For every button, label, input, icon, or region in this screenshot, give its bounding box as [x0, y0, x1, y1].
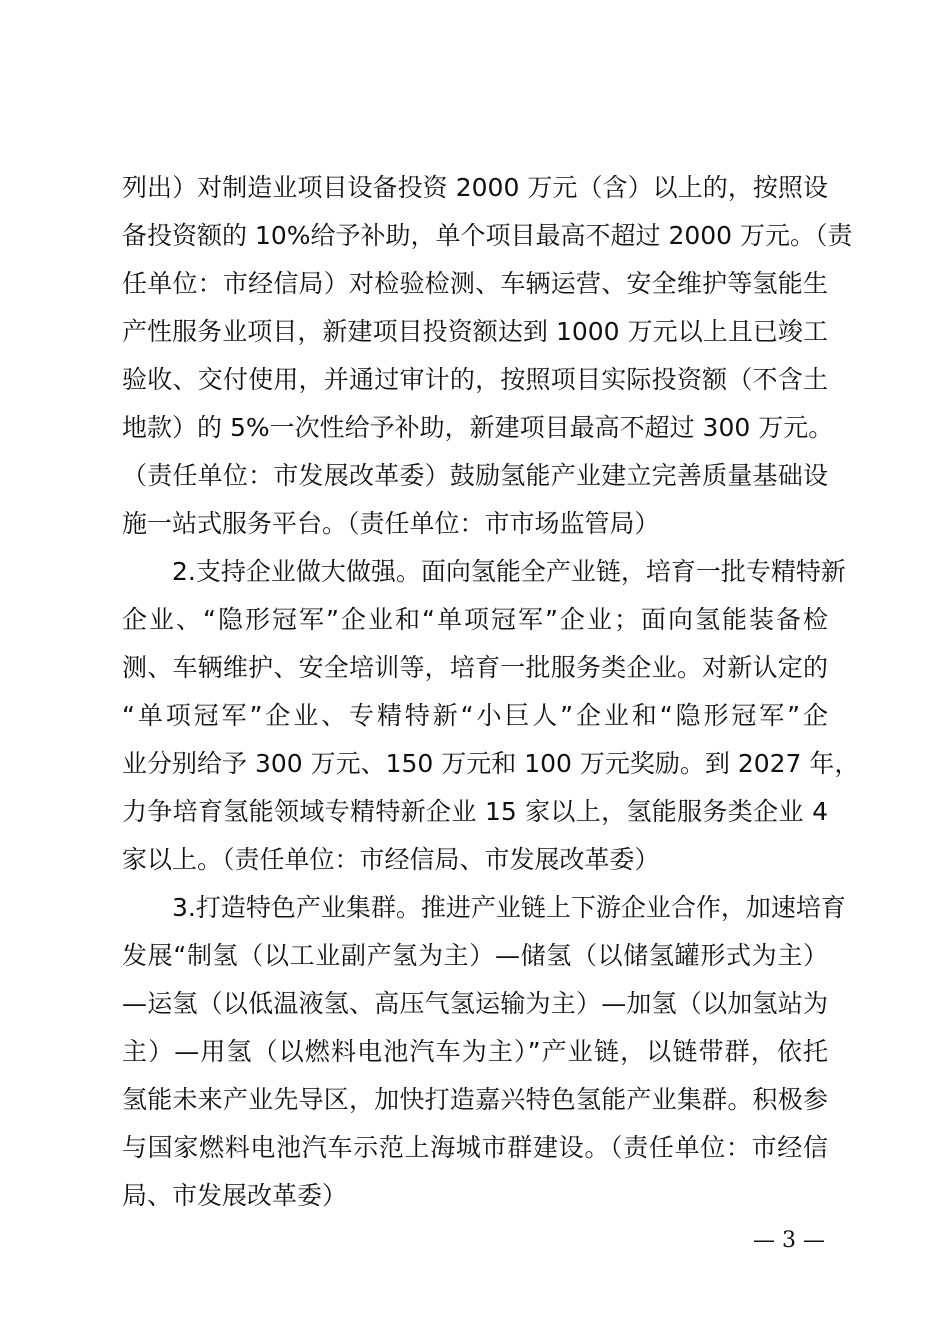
paragraph-start-line: 3.打造特色产业集群。推进产业链上下游企业合作，加速培育 [172, 893, 846, 922]
text-line: 家以上。（责任单位：市经信局、市发展改革委） [122, 845, 660, 874]
text-line: 产性服务业项目，新建项目投资额达到 1000 万元以上且已竣工 [122, 317, 828, 346]
text-line: 施一站式服务平台。（责任单位：市市场监管局） [122, 509, 660, 538]
text-line: 备投资额的 10%给予补助，单个项目最高不超过 2000 万元。（责 [122, 221, 853, 250]
text-line: 企业、“隐形冠军”企业和“单项冠军”企业；面向氢能装备检 [122, 605, 828, 634]
text-line: 与国家燃料电池汽车示范上海城市群建设。（责任单位：市经信 [122, 1133, 828, 1162]
text-line: 氢能未来产业先导区，加快打造嘉兴特色氢能产业集群。积极参 [122, 1085, 828, 1114]
text-line: 列出）对制造业项目设备投资 2000 万元（含）以上的，按照设 [122, 173, 828, 202]
page-number: — 3 — [753, 1228, 825, 1253]
text-line: 地款）的 5%一次性给予补助，新建项目最高不超过 300 万元。 [122, 413, 834, 442]
text-line: “单项冠军”企业、专精特新“小巨人”企业和“隐形冠军”企 [122, 701, 828, 730]
text-line: （责任单位：市发展改革委）鼓励氢能产业建立完善质量基础设 [122, 461, 828, 490]
text-line: 测、车辆维护、安全培训等，培育一批服务类企业。对新认定的 [122, 653, 828, 682]
document-body [122, 164, 860, 1220]
text-line: 发展“制氢（以工业副产氢为主）—储氢（以储氢罐形式为主） [122, 941, 828, 970]
text-line: 力争培育氢能领域专精特新企业 15 家以上，氢能服务类企业 4 [122, 797, 828, 826]
text-line: 任单位：市经信局）对检验检测、车辆运营、安全维护等氢能生 [122, 269, 828, 298]
text-line: 业分别给予 300 万元、150 万元和 100 万元奖励。到 2027 年， [122, 749, 860, 778]
text-line: 主）—用氢（以燃料电池汽车为主）”产业链，以链带群，依托 [122, 1037, 828, 1066]
text-line: 局、市发展改革委） [122, 1181, 348, 1210]
paragraph-start-line: 2.支持企业做大做强。面向氢能全产业链，培育一批专精特新 [172, 557, 846, 586]
text-line: —运氢（以低温液氢、高压气氢运输为主）—加氢（以加氢站为 [122, 989, 828, 1018]
text-line: 验收、交付使用，并通过审计的，按照项目实际投资额（不含土 [122, 365, 828, 394]
